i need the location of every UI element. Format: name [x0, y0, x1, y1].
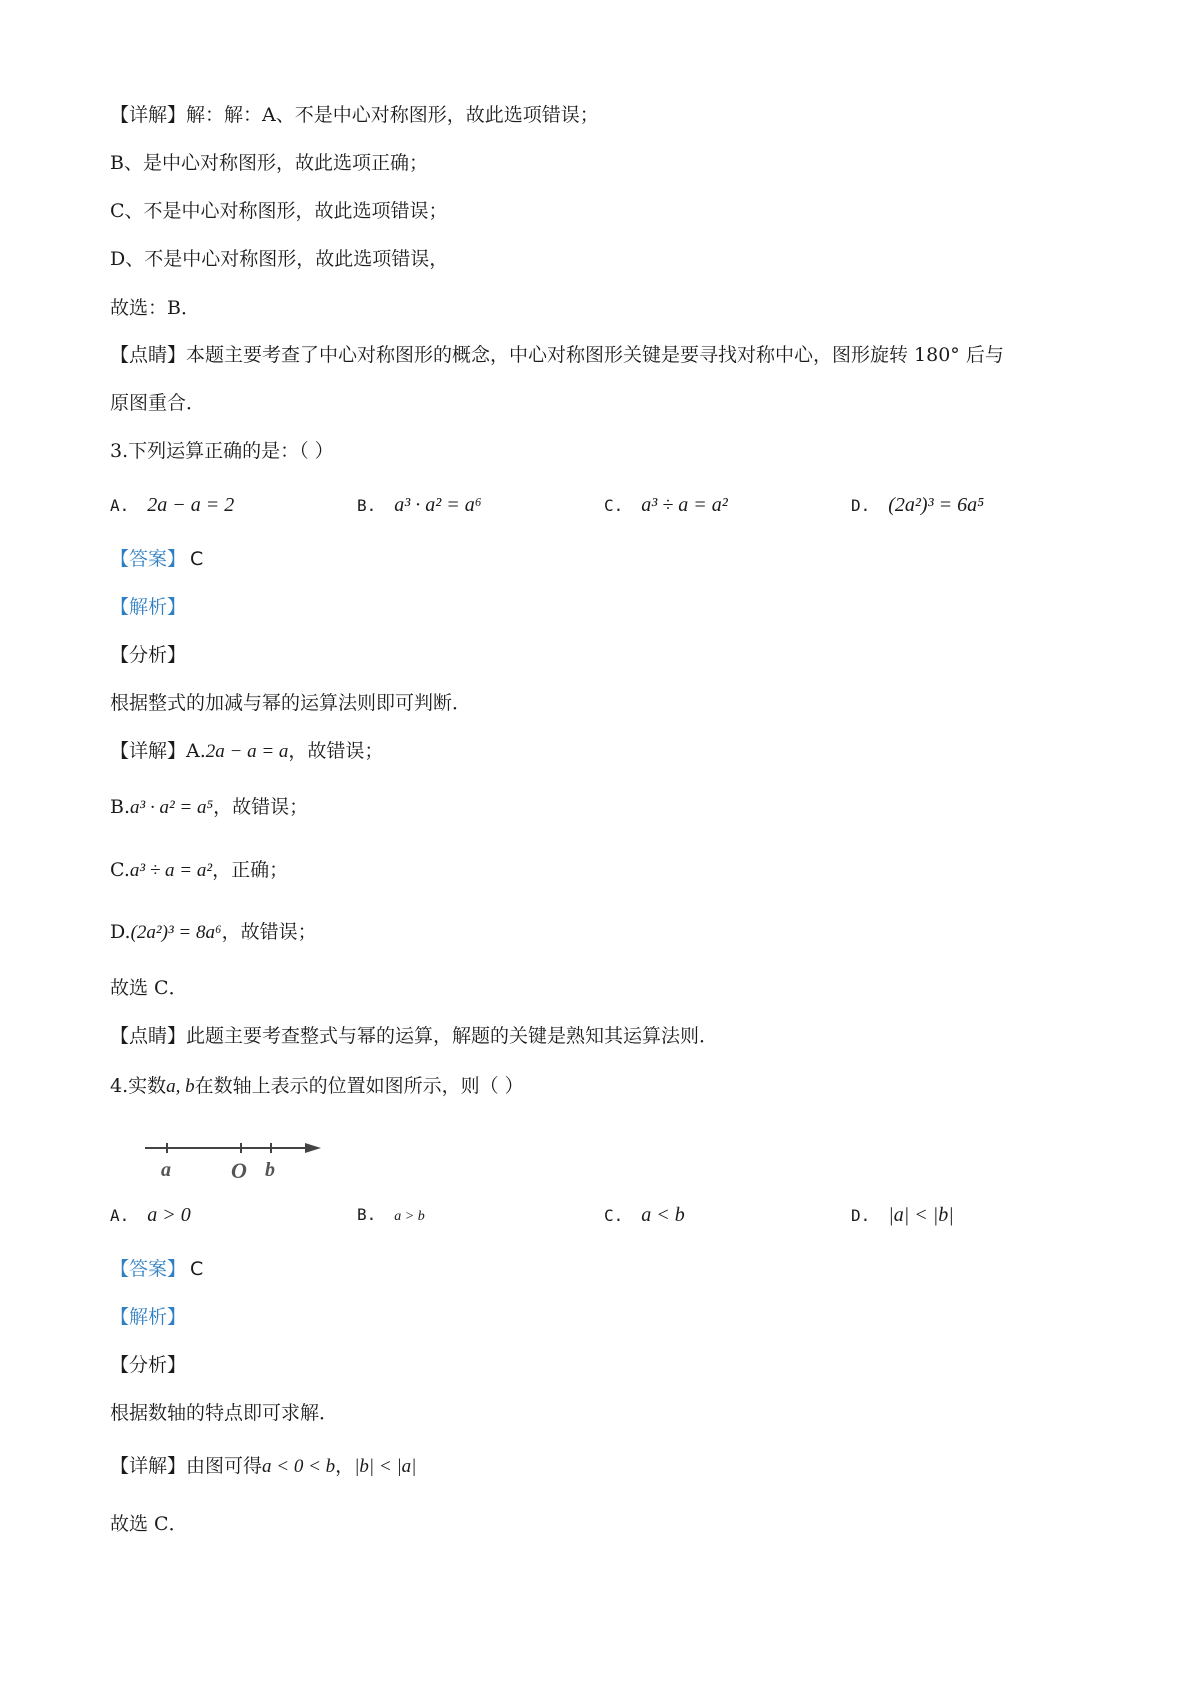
q3-option-a: [110, 490, 234, 521]
q2-choose: 故选：B．: [110, 297, 200, 319]
q4-option-d-letter: D.: [851, 1206, 871, 1225]
q3-detail-b-expr: a³ · a² = a⁵: [130, 797, 214, 818]
q2-detail-line-b: B、是中心对称图形，故此选项正确；: [110, 152, 428, 174]
q4-fenxi-label: 【分析】: [110, 1354, 187, 1376]
q4-answer-label: 【答案】: [110, 1258, 187, 1280]
q3-option-c-letter: C.: [604, 496, 624, 515]
q3-fenxi-label: 【分析】: [110, 644, 187, 666]
q4-detail-expr1: a < 0 < b: [262, 1456, 336, 1477]
q3-choose: 故选 C．: [110, 977, 188, 999]
q3-option-a-expr: 2a − a = 2: [147, 494, 235, 516]
q3-option-b: [357, 490, 482, 521]
q4-option-d: [851, 1200, 954, 1231]
q3-answer-label: 【答案】: [110, 548, 187, 570]
q3-option-b-expr: a³ · a² = a⁶: [394, 494, 482, 516]
q3-detail-c-tail: ，正确；: [212, 859, 289, 881]
q3-fenxi-text: 根据整式的加减与幂的运算法则即可判断．: [110, 692, 472, 714]
q3-detail-b-tail: ，故错误；: [213, 796, 309, 818]
q2-detail-line-c: C、不是中心对称图形，故此选项错误；: [110, 200, 448, 222]
q3-detail-d-tail: ，故错误；: [221, 921, 317, 943]
q4-option-b: [357, 1200, 425, 1232]
q3-answer: [110, 545, 203, 573]
q4-option-d-expr: |a| < |b|: [888, 1204, 954, 1226]
q3-detail-prefix: 【详解】A.: [110, 740, 206, 762]
q4-detail-sep: ，: [335, 1455, 355, 1477]
q3-detail-d: [110, 918, 317, 947]
q4-detail-expr2: |b| < |a|: [354, 1456, 417, 1477]
q3-detail-a: [110, 737, 383, 766]
q3-detail-a-tail: ，故错误；: [288, 740, 384, 762]
number-line-label-b: b: [265, 1159, 275, 1181]
q3-analysis-label: 【解析】: [110, 596, 187, 618]
number-line-arrow: [305, 1143, 321, 1153]
q3-option-c-expr: a³ ÷ a = a²: [641, 494, 728, 516]
q3-detail-a-expr: 2a − a = a: [205, 741, 289, 762]
q2-detail-line-a: 【详解】解：解：A、不是中心对称图形，故此选项错误；: [110, 104, 599, 126]
number-line-label-o: O: [231, 1158, 247, 1183]
q4-option-b-letter: B.: [357, 1205, 377, 1224]
q3-option-b-letter: B.: [357, 496, 377, 515]
q3-detail-c-expr: a³ ÷ a = a²: [129, 860, 213, 881]
q3-comment: 【点睛】此题主要考查整式与幂的运算，解题的关键是熟知其运算法则．: [110, 1025, 719, 1047]
q2-comment-line1: 【点睛】本题主要考查了中心对称图形的概念，中心对称图形关键是要寻找对称中心，图形旋转 180° 后与: [110, 344, 1004, 366]
q4-option-b-expr: a > b: [394, 1209, 425, 1224]
q4-analysis-label: 【解析】: [110, 1306, 187, 1328]
q2-detail-line-d: D、不是中心对称图形，故此选项错误，: [110, 248, 449, 270]
q4-fenxi-text: 根据数轴的特点即可求解．: [110, 1402, 339, 1424]
q3-option-d: [851, 490, 984, 521]
q4-option-a: [110, 1200, 191, 1231]
q3-detail-d-expr: (2a²)³ = 8a⁶: [130, 922, 222, 943]
q4-option-c-letter: C.: [604, 1206, 624, 1225]
q3-detail-c-prefix: C.: [110, 859, 130, 881]
q4-option-c-expr: a < b: [641, 1204, 685, 1226]
q3-option-d-expr: (2a²)³ = 6a⁵: [888, 494, 985, 516]
number-line-figure: [145, 1140, 325, 1190]
q4-answer: [110, 1255, 203, 1283]
q4-option-a-letter: A.: [110, 1206, 130, 1225]
q3-question: 3.下列运算正确的是：（ ）: [110, 440, 334, 462]
q4-question-suffix: 在数轴上表示的位置如图所示，则（ ）: [194, 1075, 524, 1097]
q4-question: [110, 1072, 524, 1101]
q2-comment-line2: 原图重合．: [110, 392, 206, 414]
q3-option-a-letter: A.: [110, 496, 130, 515]
q4-detail: [110, 1452, 416, 1481]
q3-detail-b-prefix: B.: [110, 796, 131, 818]
number-line-label-a: a: [161, 1159, 171, 1181]
q3-detail-b: [110, 793, 308, 822]
q4-answer-value: C: [190, 1258, 204, 1280]
q3-option-d-letter: D.: [851, 496, 871, 515]
q4-choose: 故选 C．: [110, 1513, 188, 1535]
q4-question-vars: a, b: [166, 1076, 195, 1097]
q3-detail-d-prefix: D.: [110, 921, 131, 943]
q4-detail-prefix: 【详解】由图可得: [110, 1455, 263, 1477]
q4-question-prefix: 4.实数: [110, 1075, 167, 1097]
q4-option-c: [604, 1200, 685, 1231]
q3-answer-value: C: [190, 548, 204, 570]
q3-detail-c: [110, 856, 288, 885]
q4-option-a-expr: a > 0: [147, 1204, 191, 1226]
q3-option-c: [604, 490, 728, 521]
